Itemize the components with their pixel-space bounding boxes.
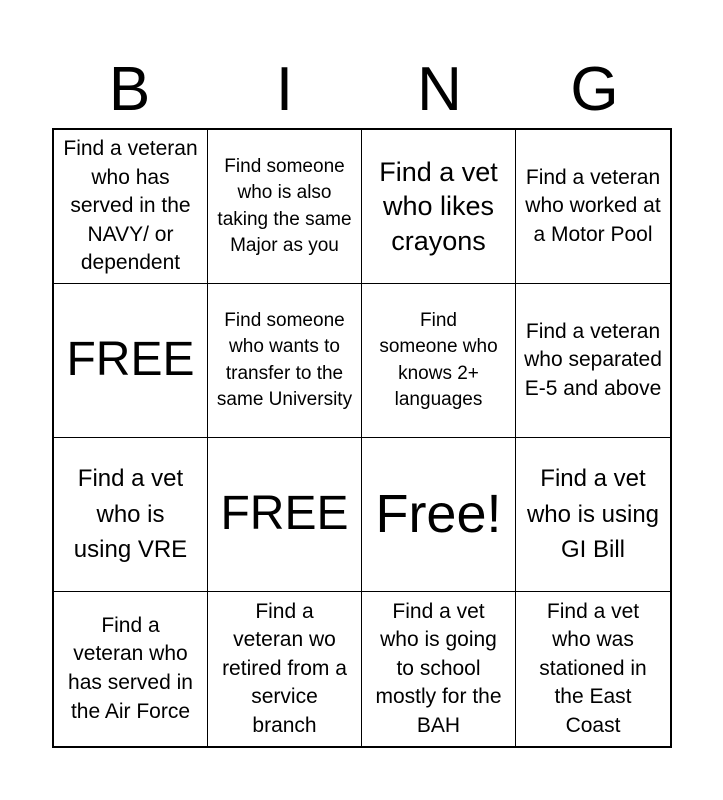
bingo-cell-r2c2[interactable] — [208, 284, 362, 438]
header-letter-i: I — [275, 55, 294, 124]
cell-text: Find someone who knows 2+ languages — [379, 310, 498, 410]
cell-text: Find a veteran wo retired from a service branch — [222, 599, 347, 737]
cell-text: FREE — [66, 333, 195, 387]
cell-text: Find someone who wants to transfer to the same University — [216, 310, 353, 410]
bingo-cell-r2c4[interactable] — [516, 284, 670, 438]
header-letter-n: N — [417, 55, 462, 124]
bingo-cell-r4c1[interactable] — [54, 592, 208, 746]
cell-text: Find a veteran who worked at a Motor Pool — [525, 165, 661, 246]
cell-text: Find a vet who is going to school mostly for the BAH — [375, 599, 502, 737]
bingo-cell-r2c3[interactable] — [362, 284, 516, 438]
cell-text: FREE — [220, 487, 349, 541]
bingo-header — [52, 52, 672, 128]
bingo-cell-r3c1[interactable] — [54, 438, 208, 592]
bingo-cell-r1c4[interactable] — [516, 130, 670, 284]
cell-text: Find a veteran who has served in the Air Force — [68, 613, 193, 723]
cell-text: Find a vet who is using GI Bill — [526, 465, 660, 564]
bingo-board — [52, 128, 672, 748]
cell-text: Find a veteran who has served in the NAVY/ or dependent — [63, 137, 198, 275]
bingo-cell-r2c1[interactable] — [54, 284, 208, 438]
cell-text: Find a veteran who separated E-5 and above — [524, 319, 662, 400]
cell-text: Find a vet who was stationed in the East Coast — [539, 599, 647, 737]
bingo-cell-r4c3[interactable] — [362, 592, 516, 746]
bingo-cell-r1c2[interactable] — [208, 130, 362, 284]
bingo-cell-r1c1[interactable] — [54, 130, 208, 284]
bingo-cell-r4c4[interactable] — [516, 592, 670, 746]
cell-text: Free! — [375, 483, 502, 544]
bingo-cell-r3c4[interactable] — [516, 438, 670, 592]
bingo-cell-r4c2[interactable] — [208, 592, 362, 746]
cell-text: Find someone who is also taking the same Major as you — [217, 156, 352, 256]
bingo-cell-r3c3[interactable] — [362, 438, 516, 592]
bingo-cell-r1c3[interactable] — [362, 130, 516, 284]
bingo-cell-r3c2[interactable] — [208, 438, 362, 592]
cell-text: Find a vet who likes crayons — [379, 157, 498, 256]
header-letter-g: G — [570, 55, 619, 124]
header-letter-b: B — [108, 55, 151, 124]
cell-text: Find a vet who is using VRE — [73, 465, 188, 564]
